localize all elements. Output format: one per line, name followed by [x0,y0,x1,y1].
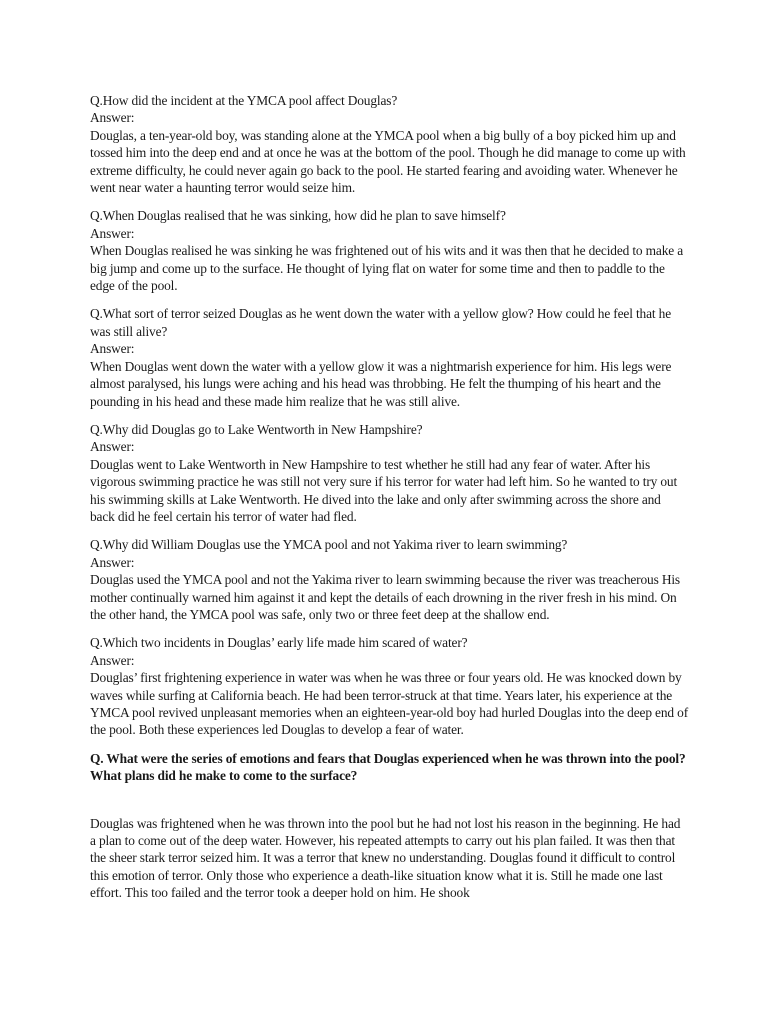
question-text: Q.Which two incidents in Douglas’ early life made him scared of water? [90,635,468,651]
qa-block-5 [90,536,688,623]
qa-block-6 [90,634,688,738]
answer-label: Answer: [90,341,135,357]
answer-text: When Douglas realised he was sinking he was frightened out of his wits and it was then that he decided to make a big jump and come up to the surface. He thought of lying flat on water for some time and then to paddle to the edge of the pool. [90,243,684,294]
answer-label: Answer: [90,652,135,668]
answer-text: Douglas’ first frightening experience in water was when he was three or four years old. He was knocked down by waves while surfing at California beach. He had been terror-struck at that time. Years later, his experience at the YMCA pool revived unpleasant memories when an eighteen-year-old boy had hurled Douglas into the deep end of the pool. Both these experiences led Douglas to develop a fear of water. [90,670,688,738]
answer-text: Douglas went to Lake Wentworth in New Hampshire to test whether he still had any fear of water. After his vigorous swimming practice he was still not very sure if his terror for water had left him. So he wanted to try out his swimming skills at Lake Wentworth. He dived into the lake and only after swimming across the shore and back did he feel certain his terror of water had fled. [90,456,678,524]
qa-block-3 [90,305,688,409]
answer-label: Answer: [90,439,135,455]
answer-text: Douglas, a ten-year-old boy, was standing alone at the YMCA pool when a big bully of a boy picked him up and tossed him into the deep end and at once he was at the bottom of the pool. Though he did manage to come up with extreme difficulty, he could never again go back to the pool. He started fearing and avoiding water. Whenever he went near water a haunting terror would seize him. [90,127,686,196]
answer-label: Answer: [90,225,135,241]
question-text: Q.Why did William Douglas use the YMCA pool and not Yakima river to learn swimming? [90,537,568,553]
question-text: Q.How did the incident at the YMCA pool affect Douglas? [90,93,398,108]
answer-label: Answer: [90,110,135,126]
bold-question-heading: Q. What were the series of emotions and fears that Douglas experienced when he was thrown into the pool? What plans did he make to come to the surface? [90,750,686,784]
document-page [90,92,688,902]
qa-block-2 [90,207,688,294]
final-answer-text: Douglas was frightened when he was thrown into the pool but he had not lost his reason in the beginning. He had a plan to come out of the deep water. However, his repeated attempts to carry out his plan failed. It was then that the sheer stark terror seized him. It was a terror that knew no understanding. Douglas found it difficult to control this emotion of terror. Only those who experience a death-like situation know what it is. Still he made one last effort. This too failed and the terror took a deeper hold on him. He shook [90,815,681,901]
answer-text: When Douglas went down the water with a yellow glow it was a nightmarish experience for him. His legs were almost paralysed, his lungs were aching and his head was throbbing. He felt the thumping of his heart and the pounding in his head and these made him realize that he was still alive. [90,358,672,409]
question-text: Q.What sort of terror seized Douglas as he went down the water with a yellow glow? How could he feel that he was still alive? [90,306,671,339]
answer-text: Douglas used the YMCA pool and not the Yakima river to learn swimming because the river was treacherous His mother continually warned him against it and kept the details of each drowning in the river fresh in his mind. On the other hand, the YMCA pool was safe, only two or three feet deep at the shallow end. [90,572,680,622]
qa-block-1 [90,92,688,196]
answer-label: Answer: [90,554,135,570]
qa-block-4 [90,421,688,525]
question-text: Q.When Douglas realised that he was sinking, how did he plan to save himself? [90,208,506,224]
question-text: Q.Why did Douglas go to Lake Wentworth in New Hampshire? [90,421,423,437]
